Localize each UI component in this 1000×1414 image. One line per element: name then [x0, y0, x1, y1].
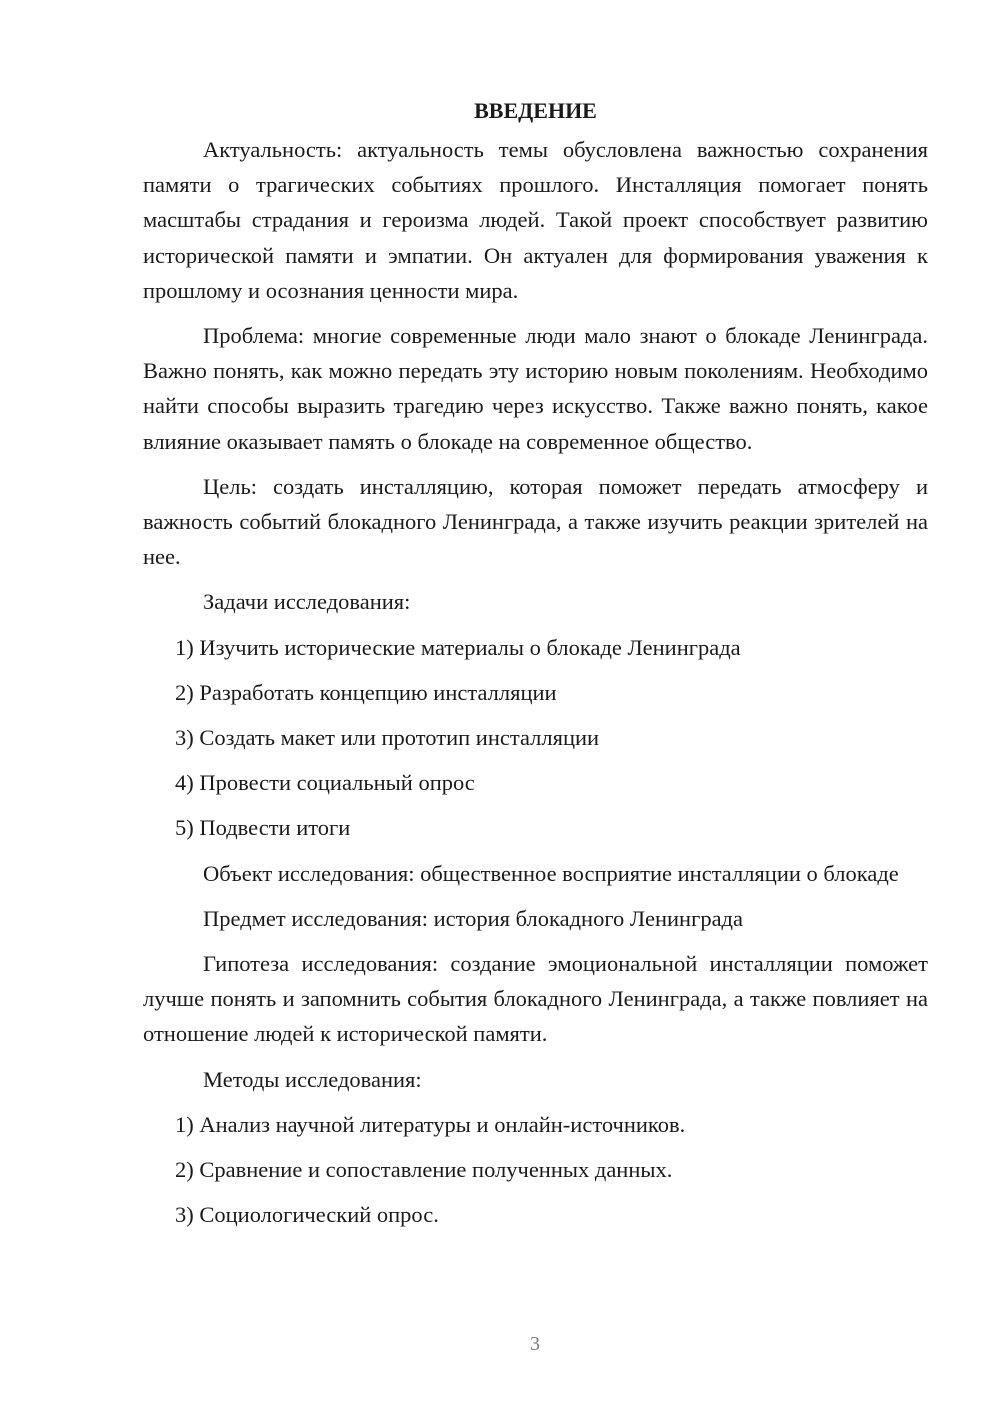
- hypothesis-paragraph: Гипотеза исследования: создание эмоциональной инсталляции поможет лучше понять и запомнить события блокадного Ленинграда, а также повлияет на отношение людей к исторической памяти.: [143, 951, 928, 1047]
- subject-paragraph: Предмет исследования: история блокадного Ленинграда: [203, 905, 743, 931]
- method-item-3: 3) Социологический опрос.: [175, 1202, 439, 1228]
- page-title: ВВЕДЕНИЕ: [474, 98, 597, 123]
- page-number: 3: [530, 1333, 540, 1355]
- task-item-4: 4) Провести социальный опрос: [175, 770, 475, 796]
- relevance-paragraph: Актуальность: актуальность темы обусловлена важностью сохранения памяти о трагических событиях прошлого. Инсталляция помогает понять масштабы страдания и героизма людей. Такой проект способствует развитию исторической памяти и эмпатии. Он актуален для формирования уважения к прошлому и осознания ценности мира.: [143, 137, 928, 303]
- task-item-3: 3) Создать макет или прототип инсталляции: [175, 725, 600, 751]
- page-content: [143, 96, 928, 1232]
- task-item-2: 2) Разработать концепцию инсталляции: [175, 679, 557, 705]
- methods-label: Методы исследования:: [203, 1066, 422, 1092]
- problem-paragraph: Проблема: многие современные люди мало знают о блокаде Ленинграда. Важно понять, как можно передать эту историю новым поколениям. Необходимо найти способы выразить трагедию через искусство. Также важно понять, какое влияние оказывает память о блокаде на современное общество.: [143, 323, 928, 454]
- task-item-1: 1) Изучить исторические материалы о блокаде Ленинграда: [175, 634, 741, 660]
- task-item-5: 5) Подвести итоги: [175, 815, 351, 841]
- tasks-label: Задачи исследования:: [203, 589, 411, 615]
- method-item-2: 2) Сравнение и сопоставление полученных данных.: [175, 1157, 673, 1183]
- object-paragraph: Объект исследования: общественное восприятие инсталляции о блокаде: [203, 860, 899, 886]
- method-item-1: 1) Анализ научной литературы и онлайн-источников.: [175, 1111, 686, 1137]
- goal-paragraph: Цель: создать инсталляцию, которая поможет передать атмосферу и важность событий блокадного Ленинграда, а также изучить реакции зрителей на нее.: [143, 473, 928, 570]
